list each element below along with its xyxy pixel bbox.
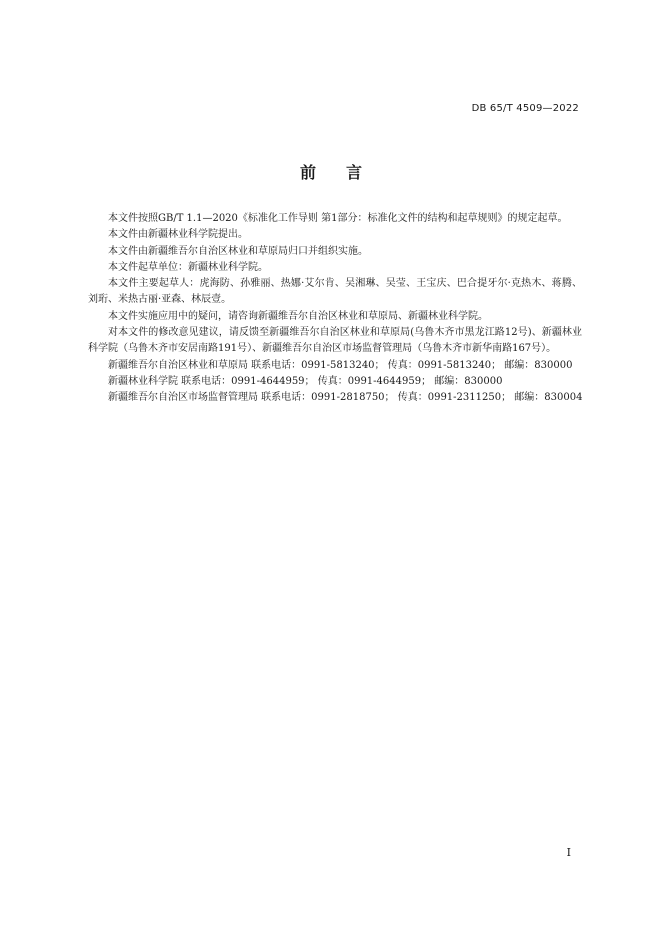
document-code: DB 65/T 4509—2022 (471, 103, 579, 114)
paragraph-inquiry: 本文件实施应用中的疑问，请咨询新疆维吾尔自治区林业和草原局、新疆林业科学院。 (108, 310, 488, 322)
page-number: I (566, 846, 571, 859)
contact-line-forestry-academy: 新疆林业科学院 联系电话：0991-4644959； 传真：0991-4644959； 邮编：830000 (108, 375, 503, 387)
contact-line-market-regulation: 新疆维吾尔自治区市场监督管理局 联系电话：0991-2818750； 传真：0991-2311250； 邮编：830004 (108, 392, 583, 404)
paragraph-drafting-rule: 本文件按照GB/T 1.1—2020《标准化工作导则 第1部分：标准化文件的结构和起草规则》的规定起草。 (108, 213, 568, 224)
paragraph-administrator: 本文件由新疆维吾尔自治区林业和草原局归口并组织实施。 (108, 245, 368, 257)
page-title: 前言 (299, 163, 392, 182)
paragraph-feedback: 对本文件的修改意见建议，请反馈至新疆维吾尔自治区林业和草原局(乌鲁木齐市黑龙江路12号)、新疆林业科学院（乌鲁木齐市安居南路191号）、新疆维吾尔自治区市场监督管理局（乌鲁木齐市新华南路167号）。 (88, 327, 582, 355)
foreword-body (88, 211, 582, 407)
contact-line-forestry-bureau: 新疆维吾尔自治区林业和草原局 联系电话：0991-5813240； 传真：0991-5813240； 邮编：830000 (108, 359, 573, 371)
paragraph-drafting-unit: 本文件起草单位：新疆林业科学院。 (108, 261, 268, 273)
paragraph-proposer: 本文件由新疆林业科学院提出。 (108, 229, 248, 241)
paragraph-drafters: 本文件主要起草人：虎海防、孙雅丽、热娜·艾尔肯、吴湘琳、吴莹、王宝庆、巴合提牙尔·克热木、蒋腾、刘珩、米热古丽·亚森、林辰壹。 (88, 278, 582, 306)
